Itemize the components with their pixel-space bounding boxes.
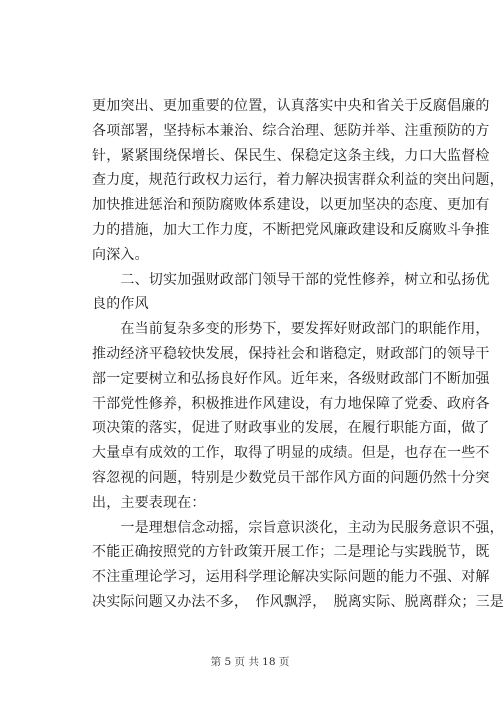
text-line: 各项部署，坚持标本兼治、综合治理、惩防并举、注重预防的方 (92, 122, 490, 139)
section-heading-line: 良的作风 (92, 296, 149, 313)
text-line: 针，紧紧围绕保增长、保民生、保稳定这条主线，力口大监督检 (92, 147, 490, 164)
text-line: 项决策的落实，促进了财政事业的发展，在履行职能方面，做了 (92, 420, 490, 437)
section-heading-line: 二、切实加强财政部门领导干部的党性修养，树立和弘扬优 (92, 271, 490, 288)
page-number: 第 5 页 共 18 页 (210, 656, 290, 668)
text-line: 查力度，规范行政权力运行，着力解决损害群众利益的突出问题， (92, 172, 504, 189)
text-line: 大量卓有成效的工作，取得了明显的成绩。但是，也存在一些不 (92, 445, 490, 462)
text-line: 不能正确按照党的方针政策开展工作；二是理论与实践脱节，既 (92, 544, 490, 561)
text-line: 一是理想信念动摇，宗旨意识淡化，主动为民服务意识不强， (92, 519, 504, 536)
text-line: 容忽视的问题，特别是少数党员干部作风方面的问题仍然十分突 (92, 469, 490, 486)
text-line: 向深入。 (92, 246, 149, 263)
page-footer (0, 654, 500, 669)
text-line: 不注重理论学习，运用科学理论解决实际问题的能力不强、对解 (92, 569, 490, 586)
text-line: 力的措施，加大工作力度，不断把党风廉政建设和反腐败斗争推 (92, 221, 490, 238)
text-line: 部一定要树立和弘扬良好作风。近年来，各级财政部门不断加强 (92, 370, 490, 387)
text-line: 干部党性修养，积极推进作风建设，有力地保障了党委、政府各 (92, 395, 490, 412)
text-line: 推动经济平稳较快发展，保持社会和谐稳定，财政部门的领导干 (92, 345, 490, 362)
text-line: 决实际问题又办法不多， 作风飘浮， 脱离实际、脱离群众；三是 (92, 593, 504, 610)
text-line: 出，主要表现在： (92, 494, 206, 511)
document-body (92, 94, 504, 615)
text-line: 加快推进惩治和预防腐败体系建设，以更加坚决的态度、更加有 (92, 197, 490, 214)
text-line: 在当前复杂多变的形势下，要发挥好财政部门的职能作用， (92, 321, 490, 338)
text-line: 更加突出、更加重要的位置，认真落实中央和省关于反腐倡廉的 (92, 98, 490, 114)
